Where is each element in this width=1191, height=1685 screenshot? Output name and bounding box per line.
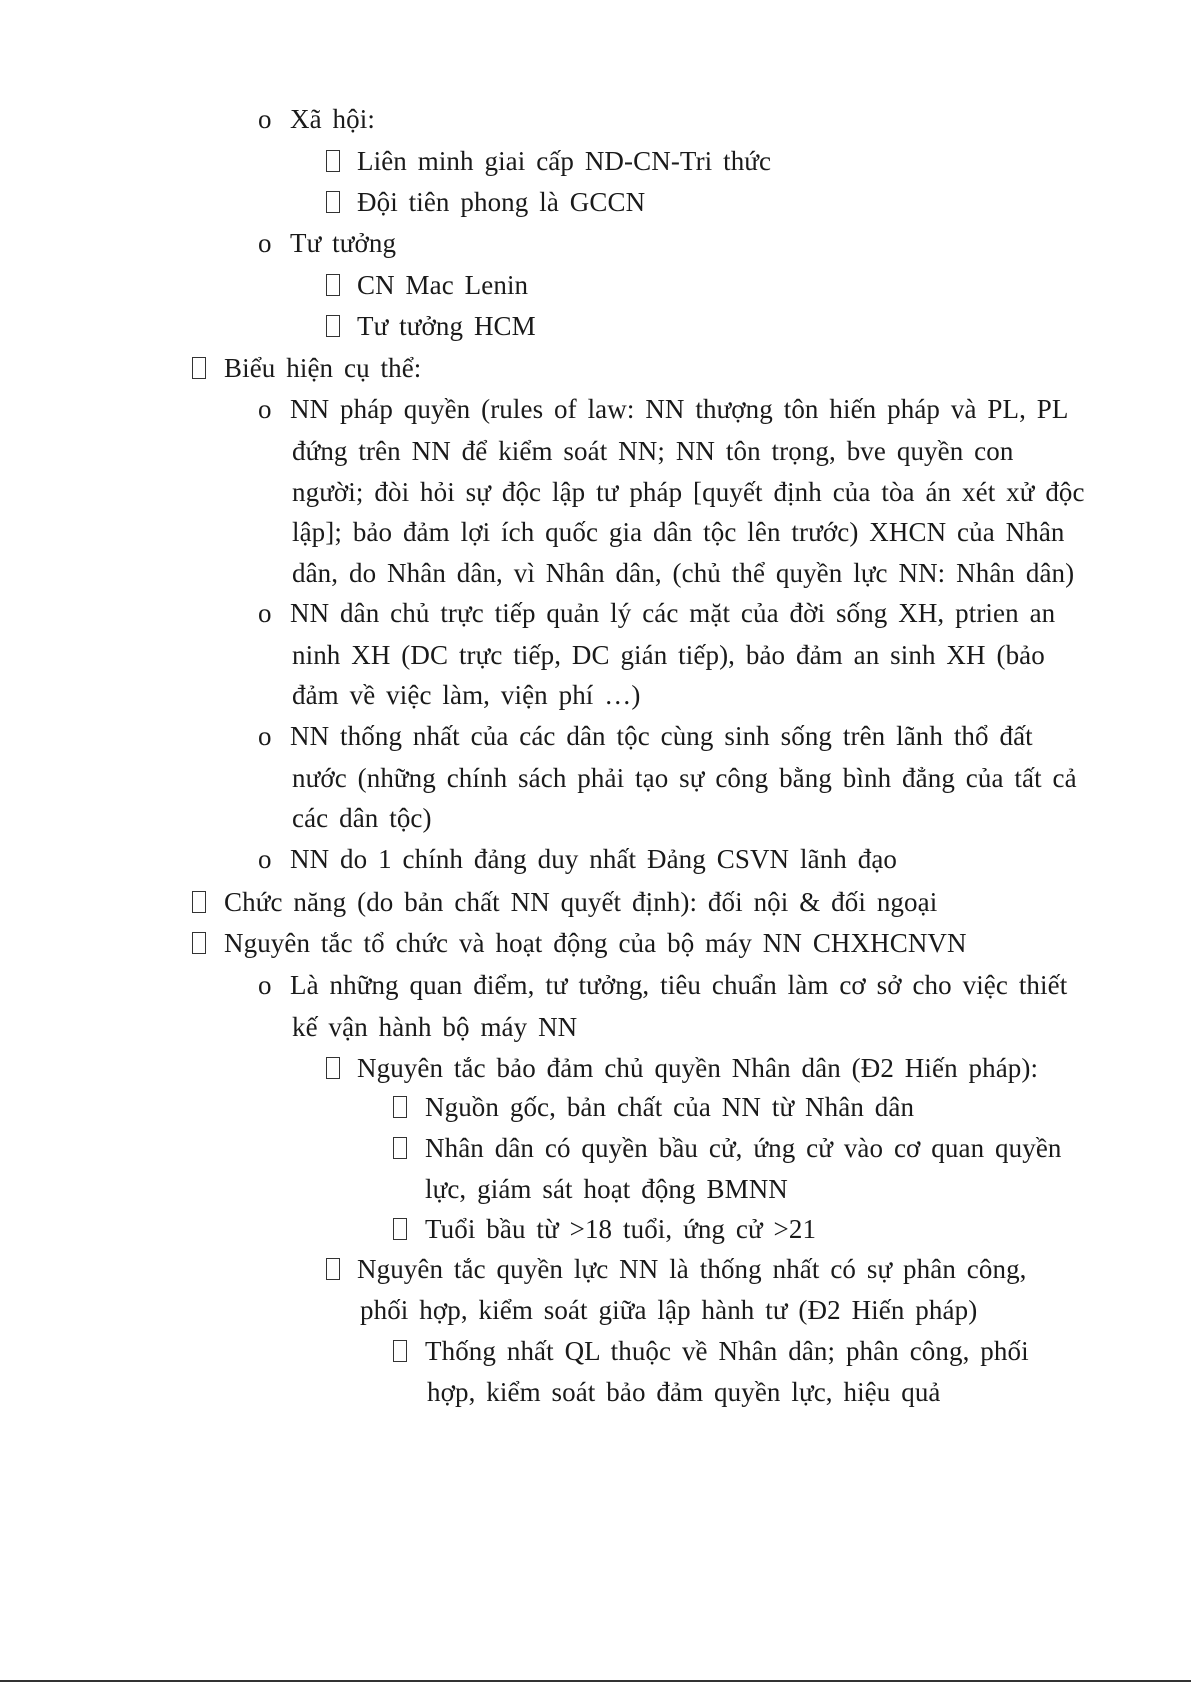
text-line: Là những quan điểm, tư tưởng, tiêu chuẩn làm cơ sở cho việc thiết	[290, 970, 1068, 1000]
text-line: hợp, kiểm soát bảo đảm quyền lực, hiệu quả	[427, 1377, 941, 1407]
box-bullet-icon	[326, 1258, 340, 1280]
circle-bullet-icon: o	[258, 970, 272, 1000]
text-line: dân, do Nhân dân, vì Nhân dân, (chủ thể quyền lực NN: Nhân dân)	[292, 558, 1075, 588]
text-line: NN pháp quyền (rules of law: NN thượng tôn hiến pháp và PL, PL	[290, 394, 1069, 424]
circle-bullet-icon: o	[258, 228, 272, 258]
box-bullet-icon	[326, 1057, 340, 1079]
text-line: Nguyên tắc bảo đảm chủ quyền Nhân dân (Đ2 Hiến pháp):	[357, 1053, 1039, 1083]
text-line: CN Mac Lenin	[357, 270, 529, 300]
text-line: đảm về việc làm, viện phí …)	[292, 680, 641, 710]
box-bullet-icon	[192, 891, 206, 913]
text-line: người; đòi hỏi sự độc lập tư pháp [quyết định của tòa án xét xử độc	[292, 477, 1085, 507]
text-line: Thống nhất QL thuộc về Nhân dân; phân công, phối	[425, 1336, 1029, 1366]
text-line: Biểu hiện cụ thể:	[224, 353, 422, 383]
box-bullet-icon	[326, 274, 340, 296]
text-line: nước (những chính sách phải tạo sự công bằng bình đẳng của tất cả	[292, 763, 1077, 793]
text-line: NN thống nhất của các dân tộc cùng sinh sống trên lãnh thổ đất	[290, 721, 1033, 751]
circle-bullet-icon: o	[258, 598, 272, 628]
circle-bullet-icon: o	[258, 844, 272, 874]
text-line: NN dân chủ trực tiếp quản lý các mặt của đời sống XH, ptrien an	[290, 598, 1056, 628]
text-line: đứng trên NN để kiểm soát NN; NN tôn trọng, bve quyền con	[292, 436, 1014, 466]
text-line: ninh XH (DC trực tiếp, DC gián tiếp), bảo đảm an sinh XH (bảo	[292, 640, 1045, 670]
circle-bullet-icon: o	[258, 104, 272, 134]
text-line: Tư tưởng HCM	[357, 311, 536, 341]
box-bullet-icon	[393, 1096, 407, 1118]
box-bullet-icon	[326, 315, 340, 337]
text-line: Tư tưởng	[290, 228, 397, 258]
text-line: lực, giám sát hoạt động BMNN	[425, 1174, 788, 1204]
box-bullet-icon	[192, 932, 206, 954]
text-line: NN do 1 chính đảng duy nhất Đảng CSVN lãnh đạo	[290, 844, 898, 874]
text-line: Nguyên tắc quyền lực NN là thống nhất có sự phân công,	[357, 1254, 1027, 1284]
bottom-rule	[0, 1680, 1191, 1682]
text-line: Nguồn gốc, bản chất của NN từ Nhân dân	[425, 1092, 915, 1122]
text-line: Tuổi bầu từ >18 tuổi, ứng cử >21	[425, 1214, 817, 1244]
circle-bullet-icon: o	[258, 394, 272, 424]
box-bullet-icon	[192, 357, 206, 379]
text-line: Xã hội:	[290, 104, 375, 134]
box-bullet-icon	[393, 1137, 407, 1159]
text-line: kế vận hành bộ máy NN	[292, 1012, 578, 1042]
text-line: phối hợp, kiểm soát giữa lập hành tư (Đ2 Hiến pháp)	[360, 1295, 978, 1325]
box-bullet-icon	[393, 1218, 407, 1240]
circle-bullet-icon: o	[258, 721, 272, 751]
box-bullet-icon	[326, 150, 340, 172]
text-line: Đội tiên phong là GCCN	[357, 187, 646, 217]
text-line: Nguyên tắc tổ chức và hoạt động của bộ máy NN CHXHCNVN	[224, 928, 967, 958]
text-line: Nhân dân có quyền bầu cử, ứng cử vào cơ quan quyền	[425, 1133, 1062, 1163]
box-bullet-icon	[393, 1340, 407, 1362]
text-line: lập]; bảo đảm lợi ích quốc gia dân tộc lên trước) XHCN của Nhân	[292, 517, 1065, 547]
box-bullet-icon	[326, 191, 340, 213]
text-line: Chức năng (do bản chất NN quyết định): đối nội & đối ngoại	[224, 887, 938, 917]
text-line: các dân tộc)	[292, 803, 432, 833]
text-line: Liên minh giai cấp ND-CN-Tri thức	[357, 146, 772, 176]
